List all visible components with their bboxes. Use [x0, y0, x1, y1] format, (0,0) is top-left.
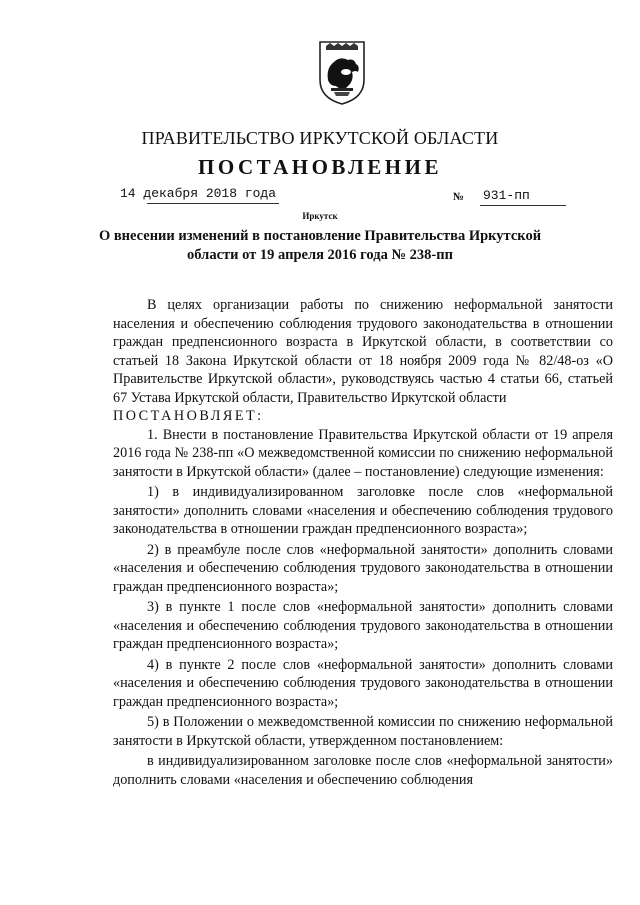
decree-date: 14 декабря 2018 года [120, 186, 277, 201]
title-line-1: О внесении изменений в постановление Правительства Иркутской [98, 228, 542, 244]
item-1-paragraph: 1. Внести в постановление Правительства Иркутской области от 19 апреля 2016 года № 238-пп «О межведомственной комиссии по снижению неформальной занятости в Иркутской области» (далее – постановление) следующие изменения: [113, 426, 613, 480]
number-underline [480, 205, 566, 206]
decree-number: 931-пп [483, 188, 530, 203]
coat-of-arms-emblem-icon [318, 40, 366, 106]
item-1-3-paragraph: 3) в пункте 1 после слов «неформальной занятости» дополнить словами «населения и обеспечению соблюдения трудового законодательства в отношении граждан предпенсионного возраста»; [113, 599, 613, 652]
preamble-paragraph: В целях организации работы по снижению неформальной занятости населения и обеспечению соблюдения трудового законодательства в отношении граждан предпенсионного возраста в Иркутской области, в соответствии со статьей 18 Закона Иркутской области от 18 ноября 2009 года № 82/48-оз «О Правительстве Иркутской области», руководствуясь частью 4 статьи 66, статьей 67 Устава Иркутской области, Правительство Иркутской области [113, 297, 613, 406]
item-1-5-paragraph: 5) в Положении о межведомственной комиссии по снижению неформальной занятости в Иркутской области, утвержденном постановлением: [113, 714, 613, 749]
item-1-1-paragraph: 1) в индивидуализированном заголовке после слов «неформальной занятости» дополнить словами «населения и обеспечению соблюдения трудового законодательства в отношении граждан предпенсионного возраста»; [113, 484, 613, 537]
document-title [0, 227, 640, 265]
title-line-2: области от 19 апреля 2016 года № 238-пп [187, 247, 453, 263]
resolves-heading: ПОСТАНОВЛЯЕТ: [113, 408, 264, 424]
item-1-2-paragraph: 2) в преамбуле после слов «неформальной занятости» дополнить словами «населения и обеспечению соблюдения трудового законодательства в отношении граждан предпенсионного возраста»; [113, 541, 613, 595]
date-underline [147, 203, 279, 204]
item-1-4-paragraph: 4) в пункте 2 после слов «неформальной занятости» дополнить словами «населения и обеспечению соблюдения трудового законодательства в отношении граждан предпенсионного возраста»; [113, 656, 613, 710]
number-label: № [453, 191, 465, 203]
item-1-5-a-paragraph: в индивидуализированном заголовке после слов «неформальной занятости» дополнить словами «населения и обеспечению соблюдения [113, 753, 613, 788]
city-name: Иркутск [302, 211, 338, 221]
government-name: ПРАВИТЕЛЬСТВО ИРКУТСКОЙ ОБЛАСТИ [141, 128, 499, 148]
document-body [113, 296, 613, 789]
document-type: ПОСТАНОВЛЕНИЕ [198, 155, 442, 179]
